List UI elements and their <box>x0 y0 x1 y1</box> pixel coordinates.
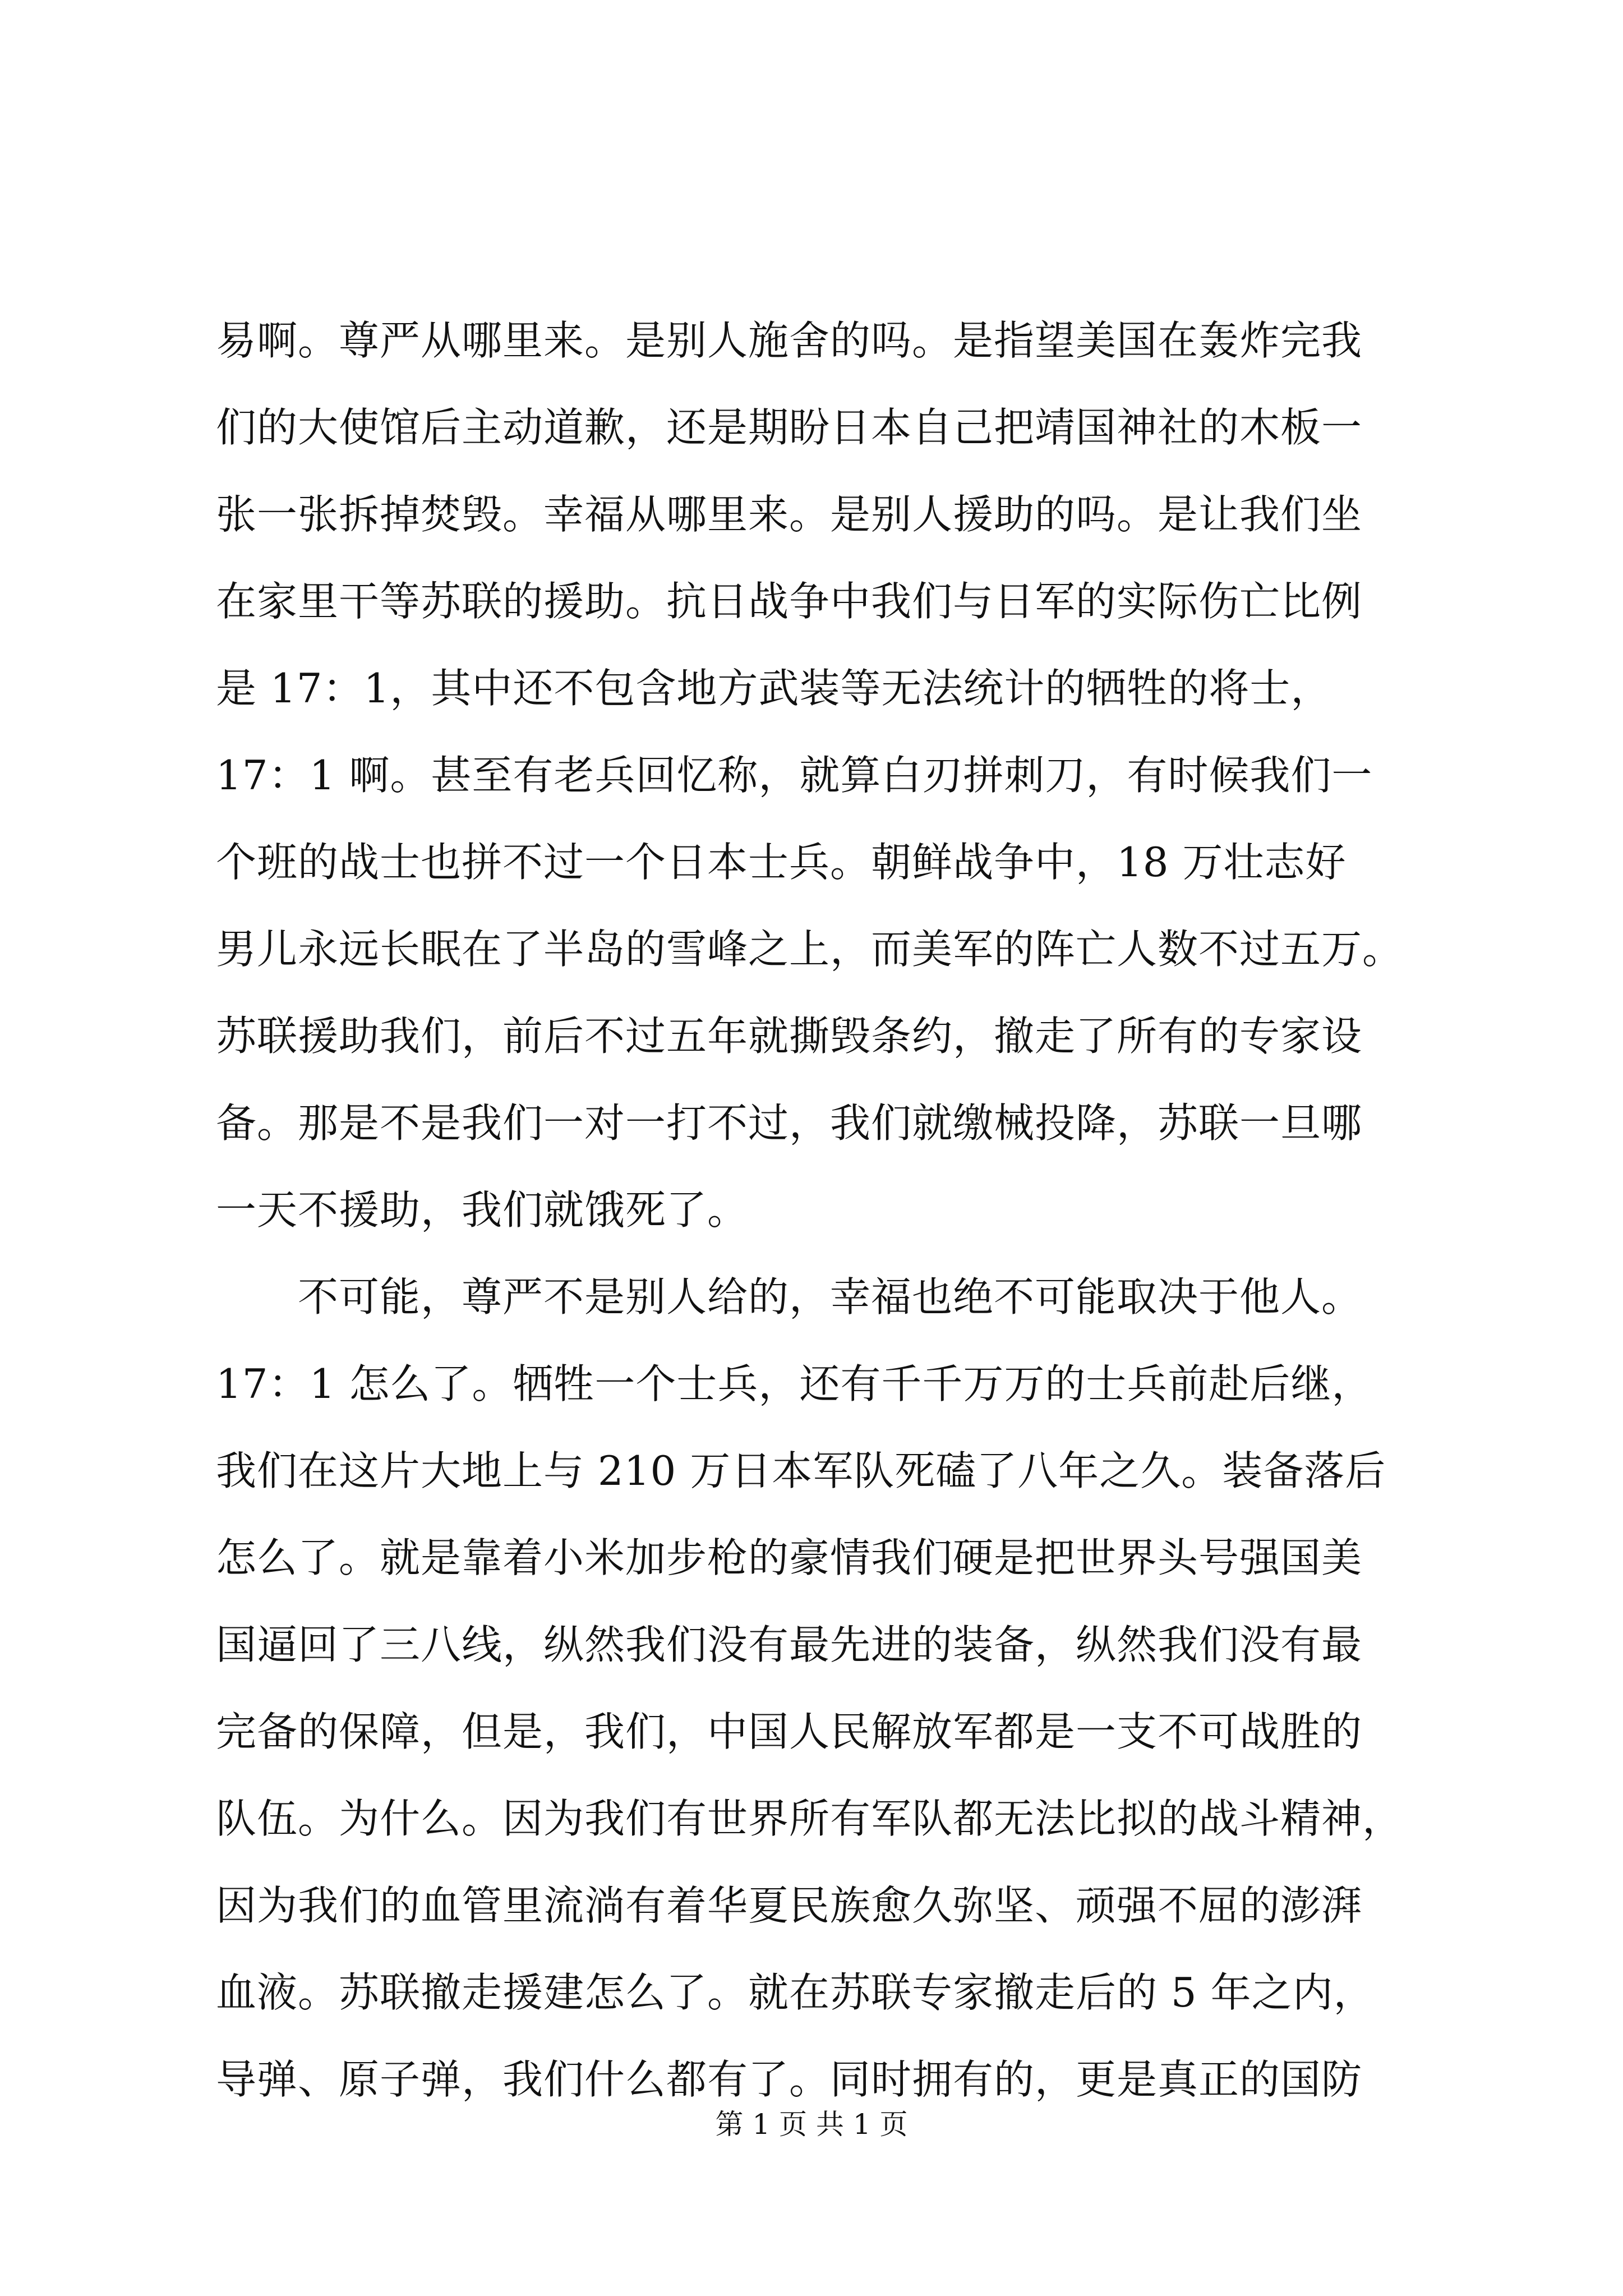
text-line: 17：1 啊。甚至有老兵回忆称，就算白刃拼刺刀，有时候我们一 <box>216 752 1373 799</box>
text-line: 一天不援助，我们就饿死了。 <box>216 1186 749 1234</box>
text-line: 易啊。尊严从哪里来。是别人施舍的吗。是指望美国在轰炸完我 <box>216 317 1363 364</box>
text-line: 国逼回了三八线，纵然我们没有最先进的装备，纵然我们没有最 <box>216 1621 1363 1668</box>
text-line: 们的大使馆后主动道歉，还是期盼日本自己把靖国神社的木板一 <box>216 404 1363 451</box>
text-line: 完备的保障，但是，我们，中国人民解放军都是一支不可战胜的 <box>216 1708 1363 1755</box>
text-line: 是 17：1，其中还不包含地方武装等无法统计的牺牲的将士， <box>216 665 1332 712</box>
text-line: 队伍。为什么。因为我们有世界所有军队都无法比拟的战斗精神， <box>216 1795 1404 1842</box>
text-line: 苏联援助我们，前后不过五年就撕毁条约，撤走了所有的专家设 <box>216 1013 1363 1060</box>
text-line: 张一张拆掉焚毁。幸福从哪里来。是别人援助的吗。是让我们坐 <box>216 491 1363 538</box>
page-footer <box>0 2105 1623 2144</box>
text-line: 我们在这片大地上与 210 万日本军队死磕了八年之久。装备落后 <box>216 1447 1386 1494</box>
text-line: 个班的战士也拼不过一个日本士兵。朝鲜战争中，18 万壮志好 <box>216 839 1347 886</box>
text-line: 17：1 怎么了。牺牲一个士兵，还有千千万万的士兵前赴后继， <box>216 1360 1373 1407</box>
text-line: 导弹、原子弹，我们什么都有了。同时拥有的，更是真正的国防 <box>216 2056 1363 2103</box>
text-line: 因为我们的血管里流淌有着华夏民族愈久弥坚、顽强不屈的澎湃 <box>216 1882 1363 1929</box>
body-text <box>216 297 1416 2123</box>
text-line: 备。那是不是我们一对一打不过，我们就缴械投降，苏联一旦哪 <box>216 1099 1363 1147</box>
text-line: 在家里干等苏联的援助。抗日战争中我们与日军的实际伤亡比例 <box>216 578 1363 625</box>
text-line: 不可能，尊严不是别人给的，幸福也绝不可能取决于他人。 <box>216 1273 1363 1320</box>
page-number-label: 第 1 页 共 1 页 <box>715 2108 908 2141</box>
text-line: 怎么了。就是靠着小米加步枪的豪情我们硬是把世界头号强国美 <box>216 1534 1363 1581</box>
text-line: 男儿永远长眠在了半岛的雪峰之上，而美军的阵亡人数不过五万。 <box>216 926 1404 973</box>
text-line: 血液。苏联撤走援建怎么了。就在苏联专家撤走后的 5 年之内， <box>216 1969 1375 2016</box>
